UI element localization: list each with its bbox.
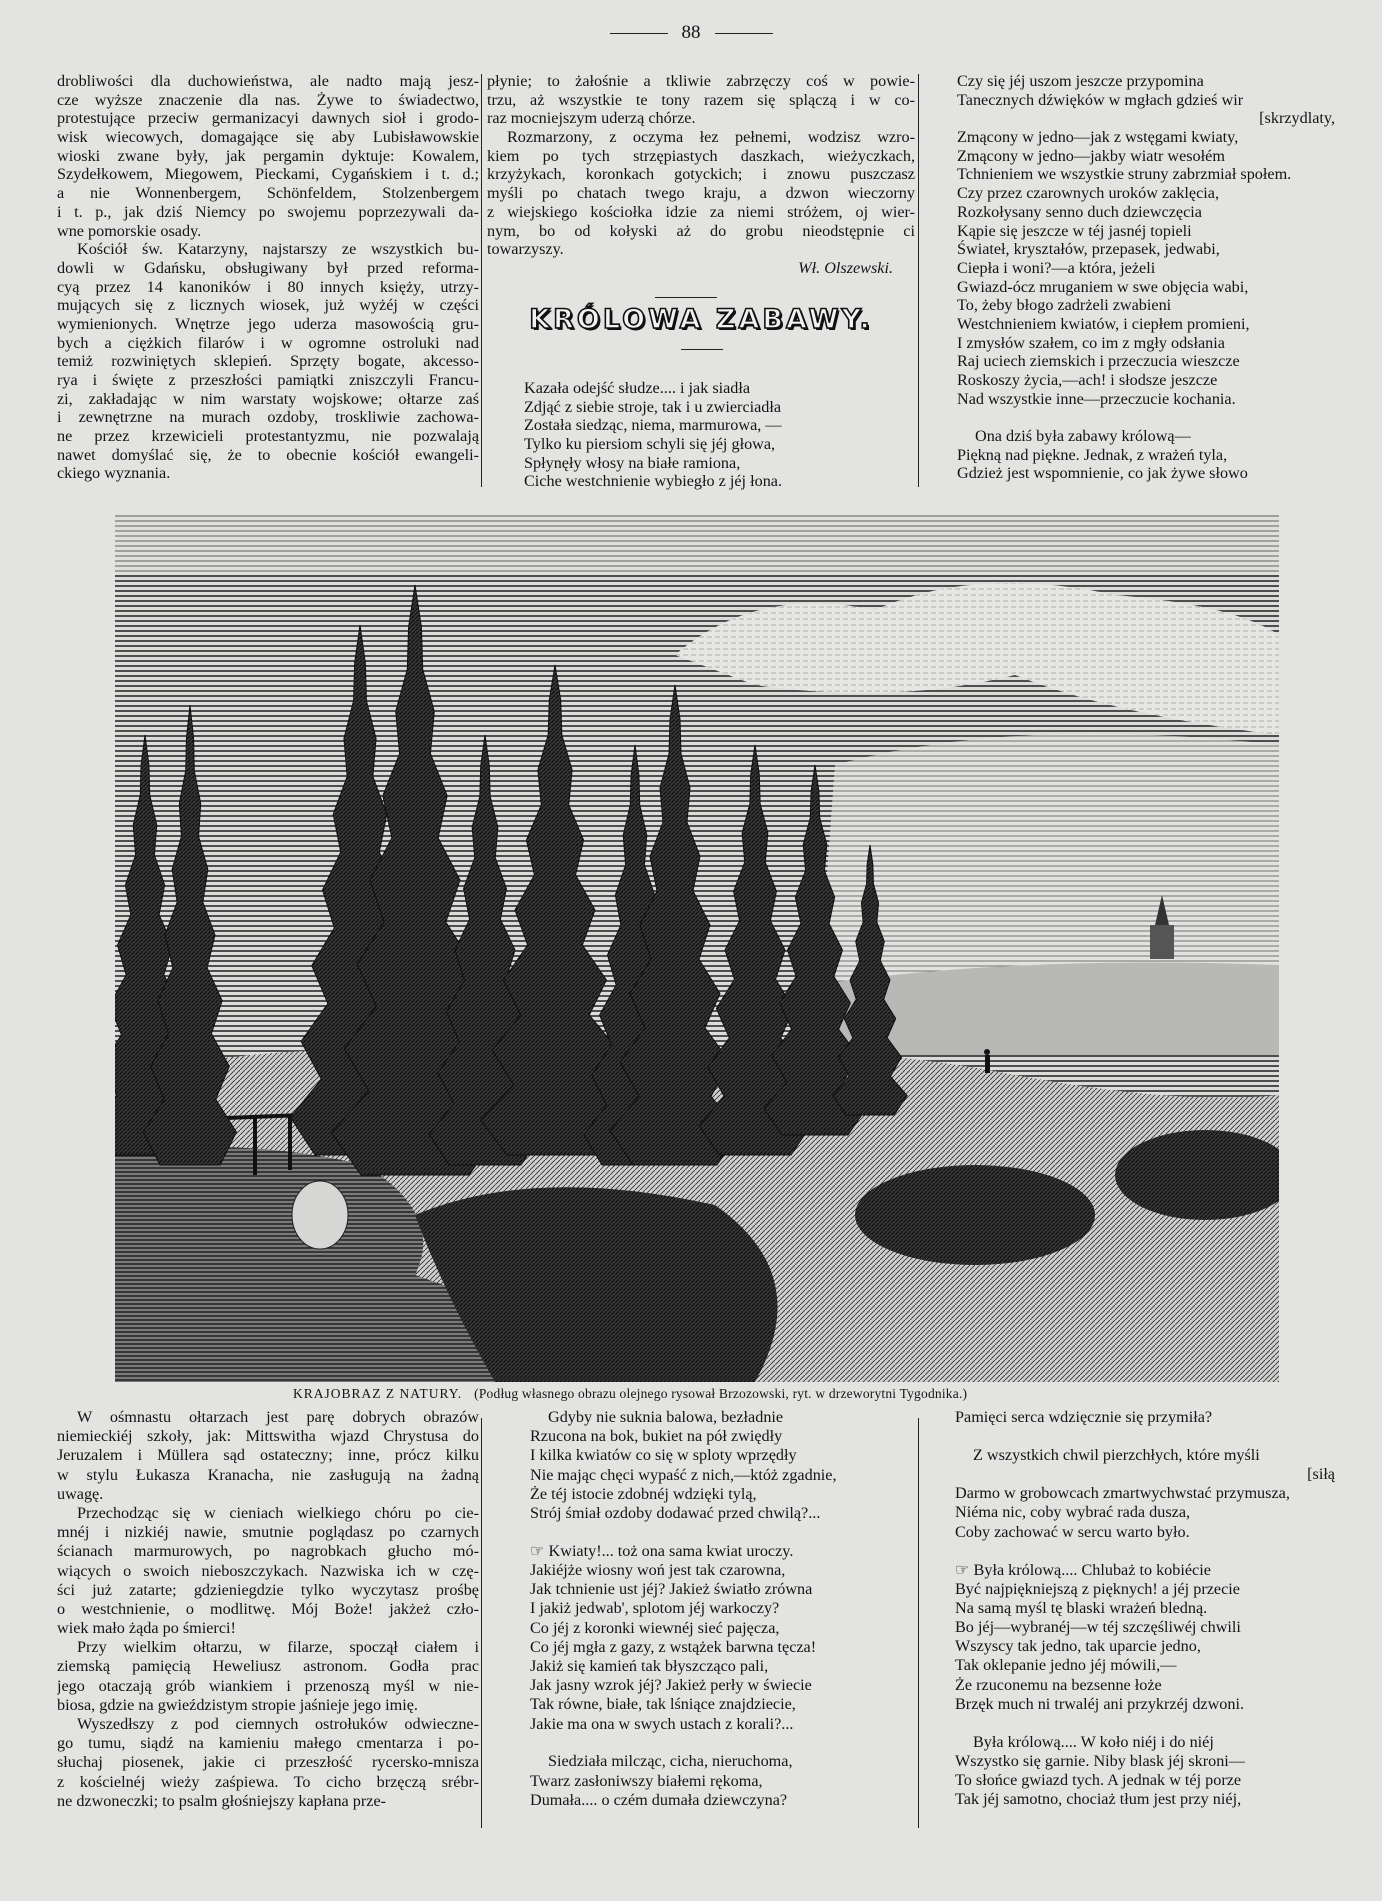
verse-line: Świateł, kryształów, przepasek, jedwabi, [957, 240, 1220, 259]
paragraph [57, 240, 479, 483]
bottom-column-3-poem [955, 1408, 1335, 1809]
text-line: mnéj i nizkiéj nawie, smutnie poglądasz po czarnych [57, 1523, 479, 1542]
paragraph [487, 128, 915, 259]
page-number-text: 88 [681, 22, 701, 43]
column-divider [918, 74, 919, 487]
verse-line: Roskoszy życia,—ach! i słodsze jeszcze [957, 371, 1218, 389]
text-line: cyą przez 14 kanoników i 80 innych księży, utrzy- [57, 277, 479, 296]
page-number-rule-left [610, 33, 668, 34]
verse-line: Ona dziś była zabawy królową— [975, 427, 1191, 446]
poem-stanza [957, 72, 1335, 408]
text-line: ziemską pamięcią Heweliusz astronom. Godła prac [57, 1657, 479, 1676]
paragraph [487, 72, 915, 128]
verse-line: Gdyby nie suknia balowa, bezładnie [548, 1408, 784, 1426]
poem-opening-stanza [524, 379, 914, 491]
verse-line: Czy się jéj uszom jeszcze przypomina [957, 72, 1204, 90]
text-line: dowli w Gdańsku, obsługiwany był przed reforma- [57, 258, 479, 277]
verse-line: Wszystko się garnie. Niby blask jéj skroni— [955, 1751, 1245, 1770]
top-column-2-article [487, 72, 915, 278]
poem-stanza [957, 427, 1335, 483]
illustration-caption [293, 1386, 967, 1402]
verse-line: Tak oklepanie jedno jéj mówili,— [955, 1656, 1177, 1675]
verse-line: Darmo w grobowcach zmartwychwstać przymusza, [955, 1484, 1290, 1503]
text-line: i t. p., jak dziś Niemcy po swojemu poprzezywali da- [57, 202, 479, 221]
poem-stanza [530, 1752, 915, 1810]
verse-line: Co jéj mgła z gazy, z wstążek barwna tęcza! [530, 1637, 817, 1656]
text-line: z wiejskiego kościołka idzie za niemi stróżem, oj wier- [487, 202, 915, 221]
verse-line: Jakie ma ona w swych ustach z korali?... [530, 1714, 794, 1733]
verse-line: Niéma nic, coby wybrać rada dusza, [955, 1503, 1191, 1522]
verse-line: I zmysłów szałem, co im z mgły odsłania [957, 333, 1225, 352]
paragraph [57, 1504, 479, 1638]
stanza-gap [530, 1734, 915, 1753]
text-line: i zewnętrzne na murach ozdoby, troskliwie zachowa- [57, 408, 479, 427]
page-number [0, 22, 1382, 44]
verse-line: Tak jéj samotno, chociaż tłum jest przy niéj, [955, 1790, 1242, 1809]
poem-stanza [955, 1561, 1335, 1715]
paragraph [57, 1715, 479, 1811]
stanza-gap [955, 1427, 1335, 1446]
poem-stanza [955, 1733, 1335, 1810]
paragraph [57, 1408, 479, 1504]
verse-line: Czy przez czarownych uroków zaklęcia, [957, 184, 1220, 203]
boulder [292, 1181, 348, 1249]
section-separator [655, 297, 717, 298]
text-line: mujących się z licznych wiosek, już wyżéj w części [57, 296, 479, 315]
verse-line: Być najpiękniejszą z pięknych! a jéj przecie [955, 1579, 1240, 1598]
verse-line: Westchnieniem kwiatów, i ciepłem promieni, [957, 314, 1250, 333]
text-line: wiących o swoich nieboszczykach. Nazwiska ich w czę- [57, 1561, 479, 1580]
engraving-landscape-illustration [115, 515, 1279, 1382]
verse-line: Jakiż się kamień tak błyszcząco pali, [530, 1656, 769, 1675]
verse-line: Kazała odejść słudze.... i jak siadła [524, 379, 751, 397]
verse-line: Co jéj z koronki wiewnéj sieć pajęcza, [530, 1618, 780, 1637]
author-signature: Wł. Olszewski. [798, 258, 893, 277]
text-line: ne dzwoneczki; to psalm głośniejszy kapłana prze- [57, 1791, 387, 1810]
verse-line: Strój śmiał ozdoby dodawać przed chwilą?... [530, 1503, 821, 1522]
text-line: wne pomorskie osady. [57, 221, 202, 240]
text-line: biosa, gdzie na gwieździstym stropie jaśnieje jego imię. [57, 1695, 418, 1714]
text-line: Kościół św. Katarzyny, najstarszy ze wszystkich bu- [77, 240, 479, 259]
verse-line: Coby zachować w sercu warto było. [955, 1522, 1190, 1541]
verse-line: ☞ Była królową.... Chlubaż to kobiécie [955, 1560, 1211, 1579]
verse-line: Pamięci serca wdzięcznie się przymiła? [955, 1408, 1213, 1426]
paragraph [57, 72, 479, 240]
text-line: trzu, aż wszystkie te tony razem się splączą i w co- [487, 90, 915, 109]
column-divider [481, 74, 482, 487]
text-line: W ośmnastu ołtarzach jest parę dobrych obrazów [77, 1408, 479, 1426]
text-line: zi, zakładając w nim warstaty wojskowe; ołtarze zaś [57, 389, 479, 408]
verse-line: Ciepła i woni?—a która, jeżeli [957, 258, 1156, 277]
verse-line: Piękną nad piękne. Jednak, z wrażeń tyla, [957, 445, 1228, 464]
verse-line: Kąpie się jeszcze w téj jasnéj topieli [957, 221, 1192, 240]
text-line: uwagę. [57, 1484, 104, 1503]
verse-line: ☞ Kwiaty!... toż ona sama kwiat uroczy. [530, 1541, 794, 1560]
text-line: nawet domyślać się, że to obecnie kościół ewangeli- [57, 445, 479, 464]
text-line: Przechodząc się w cieniach wielkiego chóru po cie- [77, 1503, 479, 1522]
verse-line: [siłą [1307, 1465, 1335, 1484]
verse-line: Gdzież jest wspomnienie, co jak żywe słowo [957, 464, 1248, 483]
verse-line: [skrzydlaty, [1259, 109, 1335, 128]
bottom-column-2-poem [530, 1408, 915, 1810]
text-line: ścianach marmurowych, po nagrobkach głucho mó- [57, 1542, 479, 1561]
text-line: Przy wielkim ołtarzu, w filarze, spoczął ciałem i [77, 1638, 479, 1657]
text-line: protestujące przeciw germanizacyi dawnych sioł i grodo- [57, 109, 479, 128]
text-line: myśli po chatach twego kraju, a dzwon wieczorny [487, 184, 915, 203]
verse-line: Została siedząc, niema, marmurowa, — [524, 416, 782, 435]
verse-line: Siedziała milcząc, cicha, nieruchoma, [548, 1752, 793, 1771]
top-column-3-poem [957, 72, 1335, 483]
verse-line: Z wszystkich chwil pierzchłych, które myśli [973, 1445, 1260, 1464]
bottom-column-1-article [57, 1408, 479, 1811]
poem-stanza [530, 1542, 915, 1734]
text-line: temiż rozwiniętych sklepień. Sprzęty bogate, akcesso- [57, 352, 479, 371]
verse-line: Nie mając chęci wypaść z nich,—któż zgadnie, [530, 1465, 837, 1484]
text-line: Rozmarzony, z oczyma łez pełnemi, wodzisz wzro- [507, 128, 915, 147]
text-line: drobliwości dla duchowieństwa, ale nadto mają jesz- [57, 72, 479, 90]
stanza-gap [957, 408, 1335, 427]
verse-line: Bo jéj—wybranéj—w téj szczęśliwéj chwili [955, 1618, 1241, 1637]
text-line: ckiego wyznania. [57, 464, 171, 483]
verse-line: Była królową.... W koło niéj i do niéj [973, 1732, 1214, 1751]
text-line: wisk wiecowych, domagające się aby Lubisławowskie [57, 128, 479, 147]
verse-line: Tchnieniem we wszystkie struny zabrzmiał społem. [957, 165, 1292, 184]
verse-line: Rozkołysany senno duch dziewczęcia [957, 202, 1202, 221]
verse-line: Raj uciech ziemskich i przeczucia wieszcze [957, 352, 1240, 371]
text-line: o westchnienie, o modlitwę. Mój Boże! jakżeż czło- [57, 1599, 479, 1618]
verse-line: Wszyscy tak jedno, tak uparcie jedno, [955, 1637, 1201, 1656]
verse-line: Dumała.... o czém dumała dziewczyna? [530, 1790, 788, 1809]
verse-line: Jak tchnienie ust jéj? Jakież światło zrówna [530, 1580, 813, 1599]
text-line: ści już zatarte; gdzieniegdzie tylko wyczytasz prośbę [57, 1580, 479, 1599]
text-line: jego otaczają grób wiankiem i przenoszą myśl w nie- [57, 1676, 479, 1695]
verse-line: Brzęk much ni trwaléj ani przykrzéj dzwoni. [955, 1694, 1245, 1713]
text-line: krzyżykach, koronkach gotyckich; i znowu puszczasz [487, 165, 915, 184]
verse-line: Że téj istocie zdobnéj wdzięki tylą, [530, 1484, 757, 1503]
verse-line: Zmącony w jedno—jakby wiatr wesołém [957, 146, 1225, 165]
text-line: cze wyższe znaczenie dla nas. Żywe to świadectwo, [57, 90, 479, 109]
verse-line: Że rzuconemu na bezsenne łoże [955, 1675, 1162, 1694]
verse-line: Ciche westchnienie wybiegło z jéj łona. [524, 472, 783, 491]
verse-line: Jakiéjże wiosny woń jest tak czarowna, [530, 1561, 786, 1579]
poem-stanza [524, 379, 914, 491]
verse-line: Tanecznych dźwięków w mgłach gdzieś wir [957, 90, 1244, 109]
text-line: bych a ciężkich filarów i w ogromne ostroluki nad [57, 333, 479, 352]
text-line: płynie; to żałośnie a tkliwie zabrzęczy coś w powie- [487, 72, 915, 90]
verse-line: I kilka kwiatów co się w sploty wprzędły [530, 1446, 797, 1465]
bushes [855, 1165, 1095, 1265]
text-line: nym, bo od kołyski aż do grobu nieodstępnie ci [487, 221, 915, 240]
verse-line: Rzucona na bok, bukiet na pół zwiędły [530, 1427, 783, 1446]
text-line: ne przez krzewicieli protestantyzmu, nie pozwalają [57, 427, 479, 446]
verse-line: To, żeby błogo zadrżeli zwabieni [957, 296, 1172, 315]
text-line: a nie Wonnenbergem, Schönfeldem, Stolzenbergem [57, 184, 479, 203]
text-line: raz mocniejszym uderzą chórze. [487, 109, 696, 128]
text-line: rya i święte z przeszłości pamiątki zniszczyli Francu- [57, 371, 479, 389]
text-line: wiek mało żąda po śmierci! [57, 1619, 236, 1638]
verse-line: Jak jasny wzrok jéj? Jakież perły w świecie [530, 1676, 812, 1695]
text-line: Szydełkowem, Miegowem, Pieckami, Cygańskiem i t. d.; [57, 165, 479, 184]
poem-stanza [955, 1408, 1335, 1427]
text-line: towarzyszy. [487, 240, 564, 259]
column-divider [481, 1418, 482, 1828]
poem-stanza [530, 1408, 915, 1523]
text-line: Jeruzalem i Müllera sąd ostateczny; inne, prócz kilku [57, 1446, 479, 1465]
poem-stanza [955, 1446, 1335, 1542]
illustration-title: KRAJOBRAZ Z NATURY. [293, 1386, 463, 1401]
text-line: niemieckiéj szkoły, jak: Mittswitha wjazd Chrystusa do [57, 1427, 479, 1446]
column-divider [918, 1418, 919, 1828]
verse-line: Twarz zasłoniwszy białemi rękoma, [530, 1771, 763, 1790]
verse-line: Zdjąć z siebie stroje, tak i u zwierciadła [524, 397, 782, 416]
text-line: wymienionych. Wnętrze jego uderza masowością gru- [57, 314, 479, 333]
sky-fade [115, 515, 1279, 575]
stanza-gap [955, 1542, 1335, 1561]
verse-line: To słońce gwiazd tych. A jednak w téj porze [955, 1771, 1242, 1790]
verse-line: Spłynęły włosy na białe ramiona, [524, 453, 741, 472]
verse-line: Zmącony w jedno—jak z wstęgami kwiaty, [957, 128, 1239, 147]
stanza-gap [955, 1714, 1335, 1733]
illustration-credit: (Podług własnego obrazu olejnego rysował Brzozowski, ryt. w drzeworytni Tygodnika.) [474, 1386, 968, 1401]
title-underline [681, 349, 723, 350]
article-ending [487, 72, 915, 259]
verse-line: Nad wszystkie inne—przeczucie kochania. [957, 389, 1236, 408]
paragraph [57, 1638, 479, 1715]
text-line: go tumu, siądź na kamieniu małego cmentarza i po- [57, 1734, 479, 1753]
verse-line: Tak równe, białe, tak lśniące znajdziecie, [530, 1695, 796, 1714]
text-line: Wyszedłszy z pod ciemnych ostrołuków odwieczne- [77, 1715, 479, 1733]
text-line: wioski zwane były, jak pergamin dyktuje: Kowalem, [57, 146, 479, 165]
verse-line: I jakiż jedwab', splotom jéj warkoczy? [530, 1599, 780, 1618]
verse-line: Tylko ku piersiom schyli się jéj głowa, [524, 435, 776, 454]
verse-line: Gwiazd-ócz mruganiem w swe objęcia wabi, [957, 277, 1249, 296]
stanza-gap [530, 1523, 915, 1542]
text-line: z kościelnéj wieży zaśpiewa. To cicho brzęczą srébr- [57, 1772, 479, 1791]
page-number-rule-right [715, 33, 773, 34]
poem-title: KRÓLOWA ZABAWY. [529, 304, 873, 335]
verse-line: Na samą myśl tę blaski wrażeń bledną. [955, 1598, 1208, 1617]
text-line: słuchaj piosenek, jakie ci przeszłość rycersko-mnisza [57, 1753, 479, 1772]
text-line: kiem po tych strzępiastych daszkach, wieżyczkach, [487, 146, 915, 165]
top-column-1-article [57, 72, 479, 483]
text-line: w stylu Łukasza Kranacha, nie zasługują na żadną [57, 1465, 479, 1484]
